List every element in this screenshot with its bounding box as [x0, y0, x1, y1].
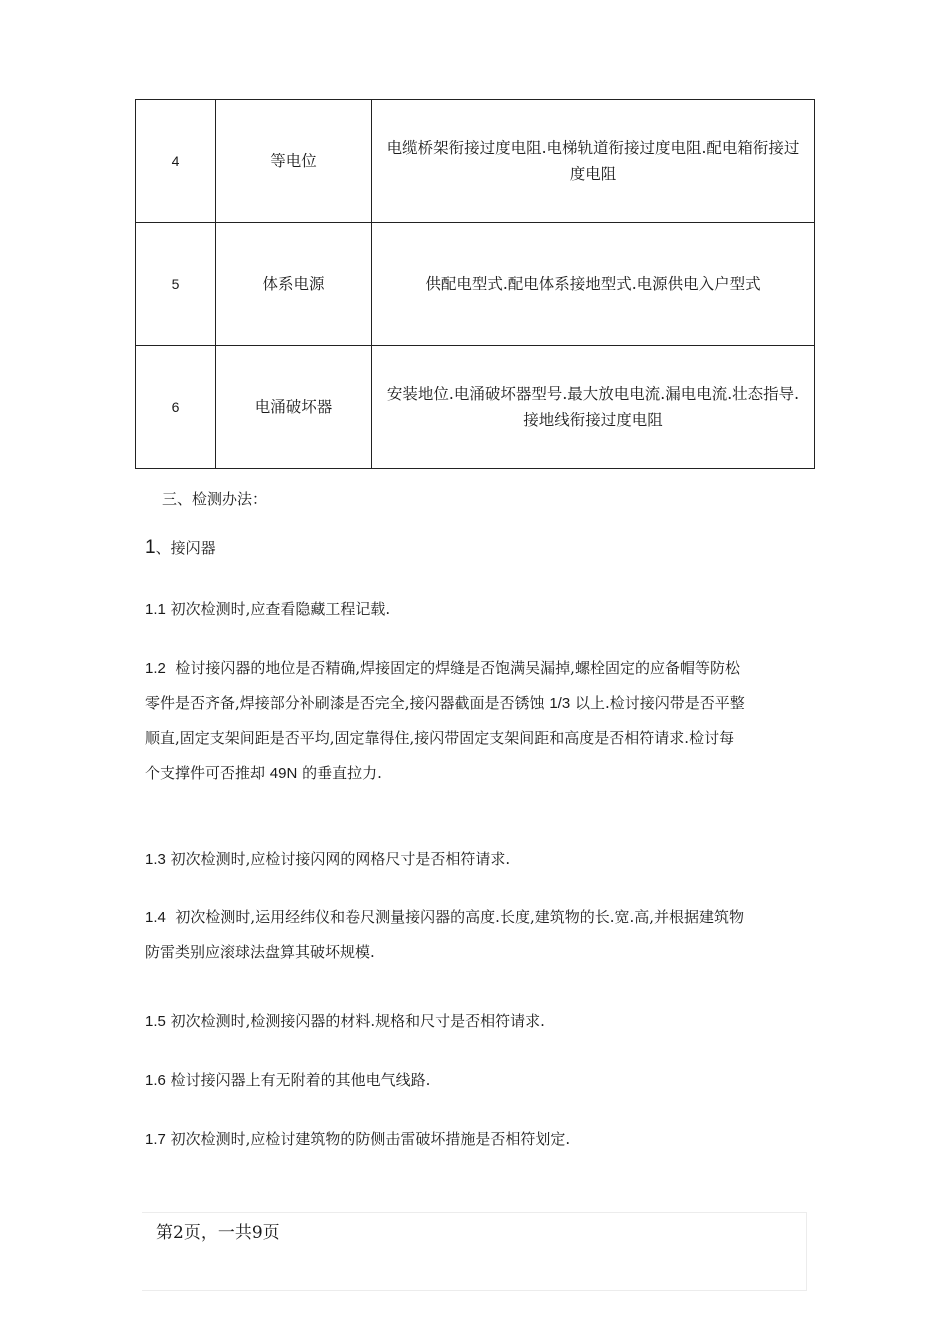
paragraph-text: 初次检测时,应查看隐藏工程记载.	[170, 600, 391, 618]
subheading-label: 、接闪器	[155, 539, 216, 557]
paragraph-text: 检讨接闪器上有无附着的其他电气线路.	[170, 1071, 431, 1089]
paragraph-text: 初次检测时,应检讨建筑物的防侧击雷破坏措施是否相符划定.	[170, 1130, 571, 1148]
page-number-footer: 第2页，一共9页	[156, 1223, 280, 1243]
row-item-name: 体系电源	[216, 223, 372, 346]
paragraph-line: 零件是否齐备,焊接部分补刷漆是否完全,接闪器截面是否锈蚀	[145, 694, 545, 712]
row-item-name: 等电位	[216, 100, 372, 223]
paragraph-1-5	[145, 1004, 810, 1039]
paragraph-text: 初次检测时,检测接闪器的材料.规格和尺寸是否相符请求.	[170, 1012, 545, 1030]
corrosion-ratio: 1/3	[549, 695, 571, 712]
paragraph-line: 检讨接闪器的地位是否精确,焊接固定的焊缝是否饱满吴漏掉,螺栓固定的应备帽等防松	[175, 659, 740, 677]
row-item-content: 安装地位.电涌破坏器型号.最大放电电流.漏电电流.壮态指导.接地线衔接过度电阻	[372, 346, 815, 469]
table-row	[136, 346, 815, 469]
table-row	[136, 223, 815, 346]
paragraph-line: 个支撑件可否推却	[145, 764, 266, 782]
subheading-lightning-receptor	[145, 537, 216, 559]
row-number: 4	[136, 100, 216, 223]
row-number: 5	[136, 223, 216, 346]
paragraph-1-1	[145, 592, 810, 627]
paragraph-line: 初次检测时,运用经纬仪和卷尺测量接闪器的高度.长度,建筑物的长.宽.高,并根据建筑物	[175, 908, 745, 926]
row-item-content: 供配电型式.配电体系接地型式.电源供电入户型式	[372, 223, 815, 346]
subheading-number: 1	[145, 537, 156, 558]
paragraph-1-7	[145, 1122, 810, 1157]
paragraph-text: 初次检测时,应检讨接闪网的网格尺寸是否相符请求.	[170, 850, 511, 868]
paragraph-line: 顺直,固定支架间距是否平均,固定靠得住,接闪带固定支架间距和高度是否相符请求.检讨每	[145, 729, 735, 747]
paragraph-number: 1.1	[145, 601, 166, 618]
paragraph-number: 1.2	[145, 660, 166, 677]
paragraph-line: 的垂直拉力.	[302, 764, 382, 782]
paragraph-1-2	[145, 651, 810, 791]
paragraph-number: 1.6	[145, 1072, 166, 1089]
pull-force-value: 49N	[269, 765, 298, 782]
row-number: 6	[136, 346, 216, 469]
paragraph-number: 1.3	[145, 851, 166, 868]
section-heading: 三、检测办法：	[162, 490, 268, 508]
detection-items-table	[135, 99, 815, 469]
table-row	[136, 100, 815, 223]
paragraph-1-4	[145, 900, 810, 970]
paragraph-line: 防雷类别应滚球法盘算其破坏规模.	[145, 943, 375, 961]
paragraph-line: 以上.检讨接闪带是否平整	[574, 694, 745, 712]
paragraph-number: 1.5	[145, 1013, 166, 1030]
paragraph-1-6	[145, 1063, 810, 1098]
row-item-content: 电缆桥架衔接过度电阻.电梯轨道衔接过度电阻.配电箱衔接过度电阻	[372, 100, 815, 223]
paragraph-number: 1.7	[145, 1131, 166, 1148]
paragraph-1-3	[145, 842, 810, 877]
row-item-name: 电涌破坏器	[216, 346, 372, 469]
paragraph-number: 1.4	[145, 909, 166, 926]
